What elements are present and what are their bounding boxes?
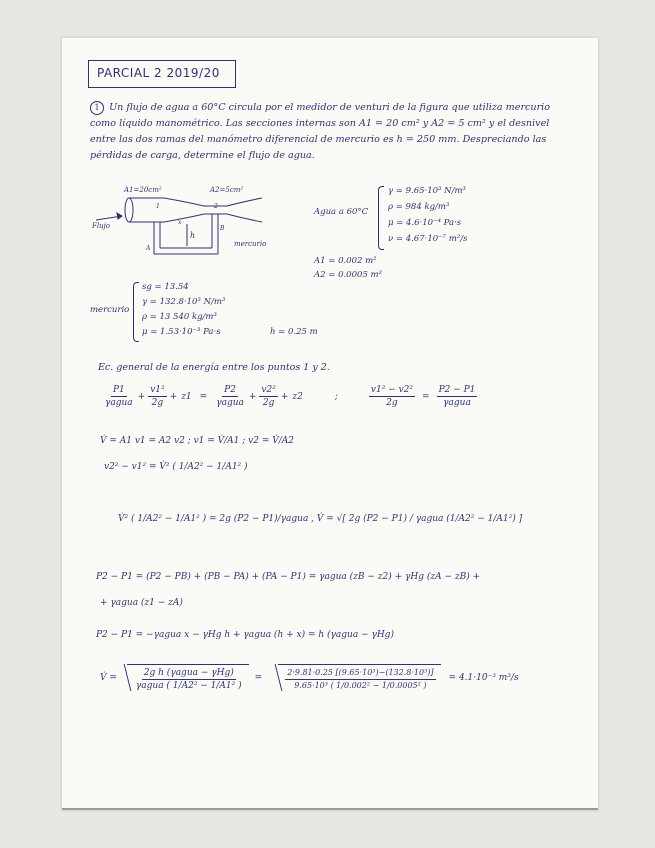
fig-label-a: A [146, 245, 151, 252]
equation-energy [100, 384, 480, 409]
eq7-f2-num: 2·9.81·0.25 [(9.65·10³)−(132.8·10³)] [285, 667, 435, 680]
eq1-z1: z1 [181, 391, 192, 402]
fig-label-x: x [178, 219, 182, 226]
mercury-rho: ρ = 13 540 kg/m³ [142, 312, 217, 322]
equation-flow: V̇² ( 1/A2² − 1/A1² ) = 2g (P2 − P1)/γagua , V̇ = √[ 2g (P2 − P1) / γagua (1/A2² − 1/A1²) ] [118, 514, 523, 524]
fig-label-flujo: Flujo [92, 222, 110, 230]
title-box [88, 60, 236, 88]
equation-pressure-a: P2 − P1 = (P2 − PB) + (PB − PA) + (PA − P1) = γagua (zB − z2) + γHg (zA − zB) + [96, 572, 481, 582]
water-brace [378, 186, 384, 250]
eq1-v2: v2² [261, 385, 276, 395]
water-nu: ν = 4.67·10⁻⁷ m²/s [388, 234, 468, 244]
water-mu: μ = 4.6·10⁻⁴ Pa·s [388, 218, 462, 228]
eq1-gagua-3: γagua [443, 398, 471, 408]
derivation-intro: Ec. general de la energía entre los puntos 1 y 2. [98, 362, 330, 373]
eq7-result: = 4.1·10⁻³ m³/s [448, 673, 519, 683]
fig-label-1: 1 [156, 203, 160, 210]
water-gamma: γ = 9.65·10³ N/m³ [388, 186, 466, 196]
eq1-plus-2: + [169, 391, 178, 402]
eq1-p2: P2 [224, 385, 236, 395]
mercury-mu: μ = 1.53·10⁻³ Pa·s [142, 327, 221, 337]
fig-label-a2: A2=5cm² [210, 186, 244, 194]
eq1-2g-1: 2g [151, 398, 164, 408]
mercury-gamma: γ = 132.8·10³ N/m³ [142, 297, 226, 307]
eq7-eq: = [254, 673, 263, 683]
equation-velocity-diff: v2² − v1² = V̇² ( 1/A2² − 1/A1² ) [104, 462, 248, 472]
mercury-label: mercurio [90, 305, 130, 315]
fig-label-mercurio: mercurio [234, 240, 267, 248]
mercury-sg: sg = 13.54 [142, 282, 189, 292]
eq1-z2: z2 [292, 391, 303, 402]
eq1-rhs-num: v1² − v2² [370, 385, 414, 395]
eq7-sqrt-2 [278, 664, 440, 692]
eq1-plus-1: + [137, 391, 146, 402]
fig-label-2: 2 [214, 203, 218, 210]
eq1-plus-3: + [248, 391, 257, 402]
venturi-diagram [92, 180, 292, 260]
equation-pressure-b: + γagua (z1 − zA) [100, 598, 183, 608]
eq1-semi: ; [334, 391, 338, 402]
page-title: PARCIAL 2 2019/20 [97, 66, 220, 80]
water-rho: ρ = 984 kg/m³ [388, 202, 450, 212]
eq7-f2-den: 9.65·10³ ( 1/0.002² − 1/0.0005² ) [294, 681, 427, 690]
water-label: Agua a 60°C [314, 207, 369, 217]
eq7-f1-den: γagua ( 1/A2² − 1/A1² ) [135, 681, 242, 691]
eq7-lhs: V̇ = [100, 673, 117, 683]
eq1-eq: = [199, 391, 208, 402]
eq1-v1: v1² [150, 385, 165, 395]
fig-label-h: h [190, 231, 196, 240]
water-a1: A1 = 0.002 m² [314, 256, 377, 266]
eq1-2g-2: 2g [262, 398, 275, 408]
problem-text: Un flujo de agua a 60°C circula por el medidor de venturi de la figura que utiliza mercurio como líquido manométrico. Las secciones internas son A1 = 20 cm² y A2 = 5 cm² y el desnivel entre las dos ramas del manómetro diferencial de mercurio es h = 250 mm. Despreciando las pérdidas de carga, determine el flujo de agua. [90, 102, 551, 161]
equation-final [100, 664, 519, 692]
eq1-gagua-2: γagua [216, 398, 244, 408]
water-a2: A2 = 0.0005 m² [314, 270, 382, 280]
eq1-gagua-1: γagua [105, 398, 133, 408]
eq1-plus-4: + [280, 391, 289, 402]
equation-pressure-simplified: P2 − P1 = −γagua x − γHg h + γagua (h + x) = h (γagua − γHg) [96, 630, 394, 640]
eq1-p1: P1 [112, 385, 125, 395]
mercury-brace [133, 282, 139, 342]
fig-label-a1: A1=20cm² [124, 186, 162, 194]
eq7-f1-num: 2g h (γagua − γHg) [143, 668, 234, 678]
problem-statement [90, 100, 570, 164]
problem-number: 1 [90, 101, 104, 115]
mercury-h: h = 0.25 m [270, 327, 318, 337]
eq1-rhs-num2: P2 − P1 [438, 385, 476, 395]
fig-label-b: B [220, 225, 225, 232]
eq1-eq-2: = [422, 391, 430, 402]
eq7-sqrt-1 [127, 664, 249, 692]
eq1-2g-3: 2g [386, 398, 398, 408]
equation-continuity: V̇ = A1 v1 = A2 v2 ; v1 = V̇/A1 ; v2 = V̇/A2 [100, 436, 294, 446]
